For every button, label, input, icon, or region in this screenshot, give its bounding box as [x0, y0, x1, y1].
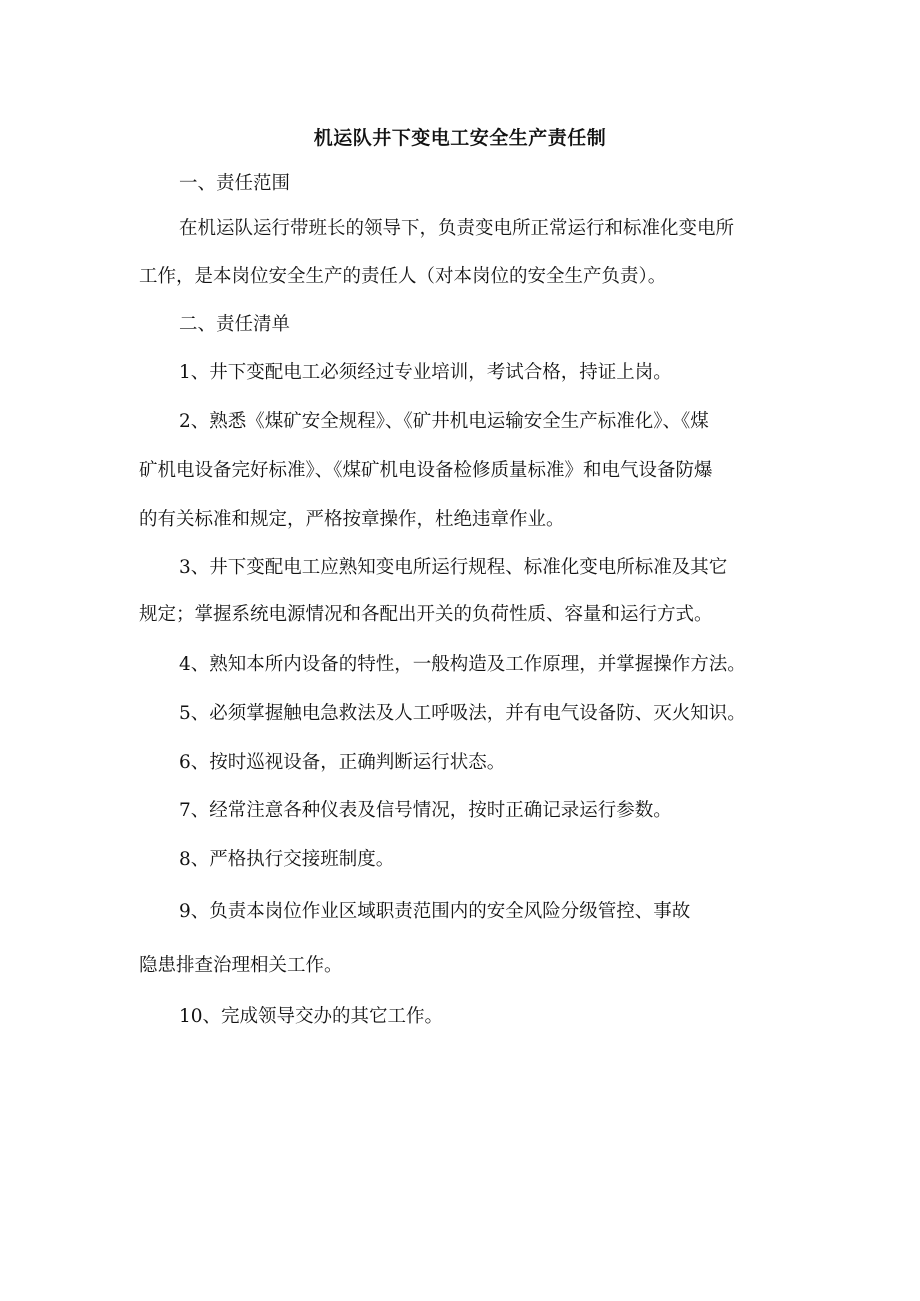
- list-item-continuation: 规定；掌握系统电源情况和各配出开关的负荷性质、容量和运行方式。: [139, 604, 713, 625]
- list-item: 4、熟知本所内设备的特性，一般构造及工作原理，并掌握操作方法。: [179, 654, 746, 675]
- section-heading-scope: 一、责任范围: [179, 173, 291, 194]
- list-item: 8、严格执行交接班制度。: [179, 849, 395, 870]
- list-item: 7、经常注意各种仪表及信号情况，按时正确记录运行参数。: [179, 800, 672, 821]
- list-item-continuation: 矿机电设备完好标准》、《煤矿机电设备检修质量标准》和电气设备防爆: [139, 460, 713, 481]
- list-item: 2、熟悉《煤矿安全规程》、《矿井机电运输安全生产标准化》、《煤: [179, 411, 709, 432]
- paragraph-line: 在机运队运行带班长的领导下，负责变电所正常运行和标准化变电所: [179, 218, 735, 239]
- list-item-continuation: 隐患排查治理相关工作。: [139, 955, 343, 976]
- list-item: 5、必须掌握触电急救法及人工呼吸法，并有电气设备防、灭火知识。: [179, 703, 746, 724]
- section-heading-list: 二、责任清单: [179, 314, 291, 335]
- list-item: 6、按时巡视设备，正确判断运行状态。: [179, 752, 506, 773]
- list-item: 9、负责本岗位作业区域职责范围内的安全风险分级管控、事故: [179, 901, 691, 922]
- list-item-continuation: 的有关标准和规定，严格按章操作，杜绝违章作业。: [139, 509, 565, 530]
- list-item: 3、井下变配电工应熟知变电所运行规程、标准化变电所标准及其它: [179, 557, 728, 578]
- list-item: 10、完成领导交办的其它工作。: [179, 1006, 444, 1027]
- document-title: 机运队井下变电工安全生产责任制: [313, 127, 607, 149]
- list-item: 1、井下变配电工必须经过专业培训，考试合格，持证上岗。: [179, 362, 672, 383]
- paragraph-line: 工作，是本岗位安全生产的责任人（对本岗位的安全生产负责）。: [139, 266, 667, 287]
